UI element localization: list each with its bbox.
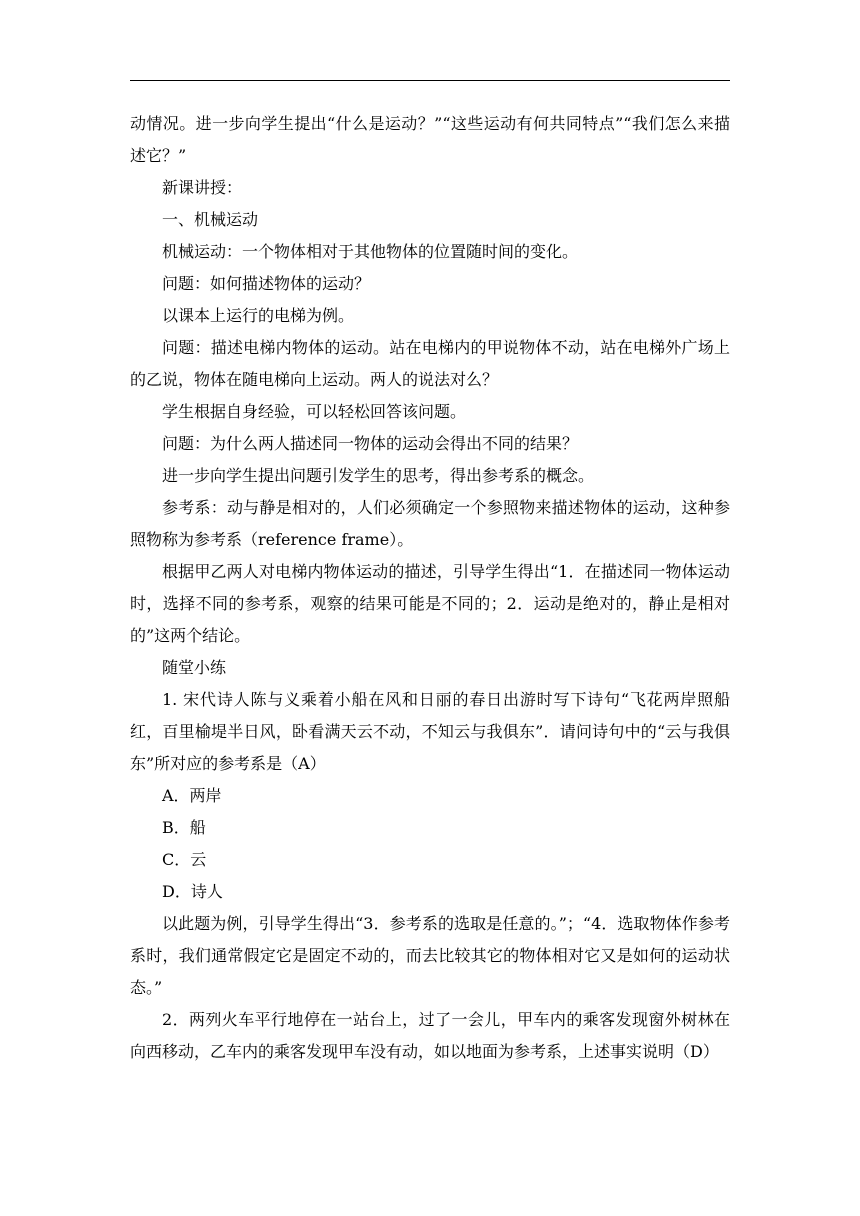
- paragraph-student-answer: 学生根据自身经验，可以轻松回答该问题。: [162, 402, 467, 421]
- paragraph-question-2: 问题：描述电梯内物体的运动。站在电梯内的甲说物体不动，站在电梯外广场上的乙说，物体在随电梯向上运动。两人的说法对么？: [130, 338, 730, 389]
- paragraph-conclusions: 根据甲乙两人对电梯内物体运动的描述，引导学生得出“1．在描述同一物体运动时，选择不同的参考系，观察的结果可能是不同的；2．运动是绝对的，静止是相对的”这两个结论。: [130, 562, 730, 645]
- paragraph-exercise-1: 1. 宋代诗人陈与义乘着小船在风和日丽的春日出游时写下诗句“飞花两岸照船红，百里榆堤半日风，卧看满天云不动，不知云与我俱东”．请问诗句中的“云与我俱东”所对应的参考系是（A）: [130, 690, 730, 773]
- header-rule: [130, 80, 730, 81]
- option-d: D．诗人: [162, 882, 223, 901]
- paragraph-question-1: 问题：如何描述物体的运动？: [162, 274, 371, 293]
- option-b: B．船: [162, 818, 206, 837]
- option-c: C．云: [162, 850, 207, 869]
- paragraph-reference-frame: 参考系：动与静是相对的，人们必须确定一个参照物来描述物体的运动，这种参照物称为参考系（reference frame）。: [130, 498, 730, 549]
- paragraph-motion-intro: 动情况。进一步向学生提出“什么是运动？”“这些运动有何共同特点”“我们怎么来描述它？”: [130, 114, 730, 165]
- option-a: A．两岸: [162, 786, 222, 805]
- paragraph-question-3: 问题：为什么两人描述同一物体的运动会得出不同的结果？: [162, 434, 579, 453]
- paragraph-practice-heading: 随堂小练: [162, 658, 227, 677]
- paragraph-definition: 机械运动：一个物体相对于其他物体的位置随时间的变化。: [162, 242, 579, 261]
- section-heading-mechanical-motion: 一、机械运动: [162, 210, 259, 229]
- paragraph-conclusions-2: 以此题为例，引导学生得出“3．参考系的选取是任意的。”；“4．选取物体作参考系时，我们通常假定它是固定不动的，而去比较其它的物体相对它又是如何的运动状态。”: [130, 914, 730, 997]
- paragraph-exercise-2: 2．两列火车平行地停在一站台上，过了一会儿，甲车内的乘客发现窗外树林在向西移动，乙车内的乘客发现甲车没有动，如以地面为参考系，上述事实说明（D）: [130, 1010, 730, 1061]
- paragraph-new-lesson: 新课讲授：: [162, 178, 243, 197]
- document-body: [130, 108, 730, 1068]
- paragraph-reference-concept: 进一步向学生提出问题引发学生的思考，得出参考系的概念。: [162, 466, 595, 485]
- paragraph-elevator-example: 以课本上运行的电梯为例。: [162, 306, 355, 325]
